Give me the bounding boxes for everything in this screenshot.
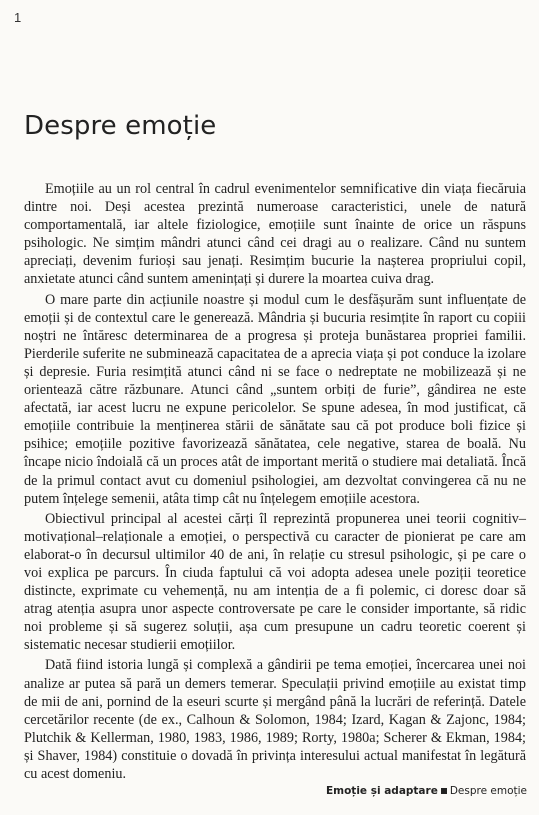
running-footer (326, 785, 527, 797)
paragraph: Dată fiind istoria lungă și complexă a gândirii pe tema emoției, încercarea unei noi analize ar putea să pară un demers temerar. Speculații privind emoțiile au existat timp de mii de ani, pornind de la eseuri scurte și mergând până la lucrări de referință. Datele cercetărilor recente (de ex., Calhoun & Solomon, 1984; Izard, Kagan & Zajonc, 1984; Plutchik & Kellerman, 1980, 1983, 1986, 1989; Rorty, 1980a; Scherer & Ekman, 1984; și Shaver, 1984) constituie o dovadă în privința interesului actual manifestat în legătură cu acest domeniu. (24, 657, 526, 782)
footer-book-title: Emoție și adaptare (325, 785, 438, 797)
footer-section-title: Despre emoție (449, 785, 527, 797)
paragraph: Obiectivul principal al acestei cărți îl reprezintă propunerea unei teorii cognitiv–motivațional–relaționale a emoției, o perspectivă cu caracter de pionierat pe care am elaborat-o în decursul ultimilor 40 de ani, în relație cu stresul psihologic, și pe care o voi explica pe parcurs. În ciuda faptului că voi adopta adesea unele poziții teoretice distincte, exprimate cu vehemență, nu am intenția de a fi polemic, ci doresc doar să atrag atenția asupra unor aspecte controversate pe care le consider importante, să ridic noi probleme și să sugerez soluții, așa cum presupune un cadru teoretic coerent și sistematic necesar studierii emoțiilor. (24, 510, 526, 654)
body-text (24, 180, 526, 785)
paragraph: O mare parte din acțiunile noastre și modul cum le desfășurăm sunt influențate de emoții și de contextul care le generează. Mândria și bucuria resimțite în raport cu copiii noștri ne întăresc determinarea de a progresa și proteja bunăstarea propriei familii. Pierderile suferite ne subminează capacitatea de a aprecia viața și pot conduce la izolare și depresie. Furia resimțită atunci când ni se face o nedreptate ne mobilizează și ne orientează către răzbunare. Atunci când „suntem orbiți de furie”, gândirea ne este afectată, iar acest lucru ne expune pericolelor. Se spune adesea, în mod justificat, că emoțiile contribuie la menținerea stării de sănătate sau că pot produce boli fizice și psihice; emoțiile pozitive favorizează sănătatea, cele negative, starea de boală. Nu încape nicio îndoială că un proces atât de important merită o studiere mai detaliată. Încă de la primul contact avut cu domeniul psihologiei, am dezvoltat convingerea că nu ne putem înțelege semenii, atâta timp cât nu înțelegem emoțiile acestora. (24, 291, 526, 507)
page-number: 1 (14, 10, 22, 25)
square-separator-icon (441, 788, 447, 794)
paragraph: Emoțiile au un rol central în cadrul evenimentelor semnificative din viața fiecăruia dintre noi. Deși acestea prezintă numeroase caracteristici, unele de natură comportamentală, iar altele fiziologice, emoțiile sunt înainte de orice un răspuns psihologic. Ne simțim mândri atunci când cei dragi au o realizare. Când nu suntem apreciați, devenim furioși sau jenați. Resimțim bucurie la nașterea propriului copil, anxietate atunci când suntem amenințați și durere la moartea cuiva drag. (24, 181, 526, 288)
chapter-title: Despre emoție (24, 111, 217, 141)
